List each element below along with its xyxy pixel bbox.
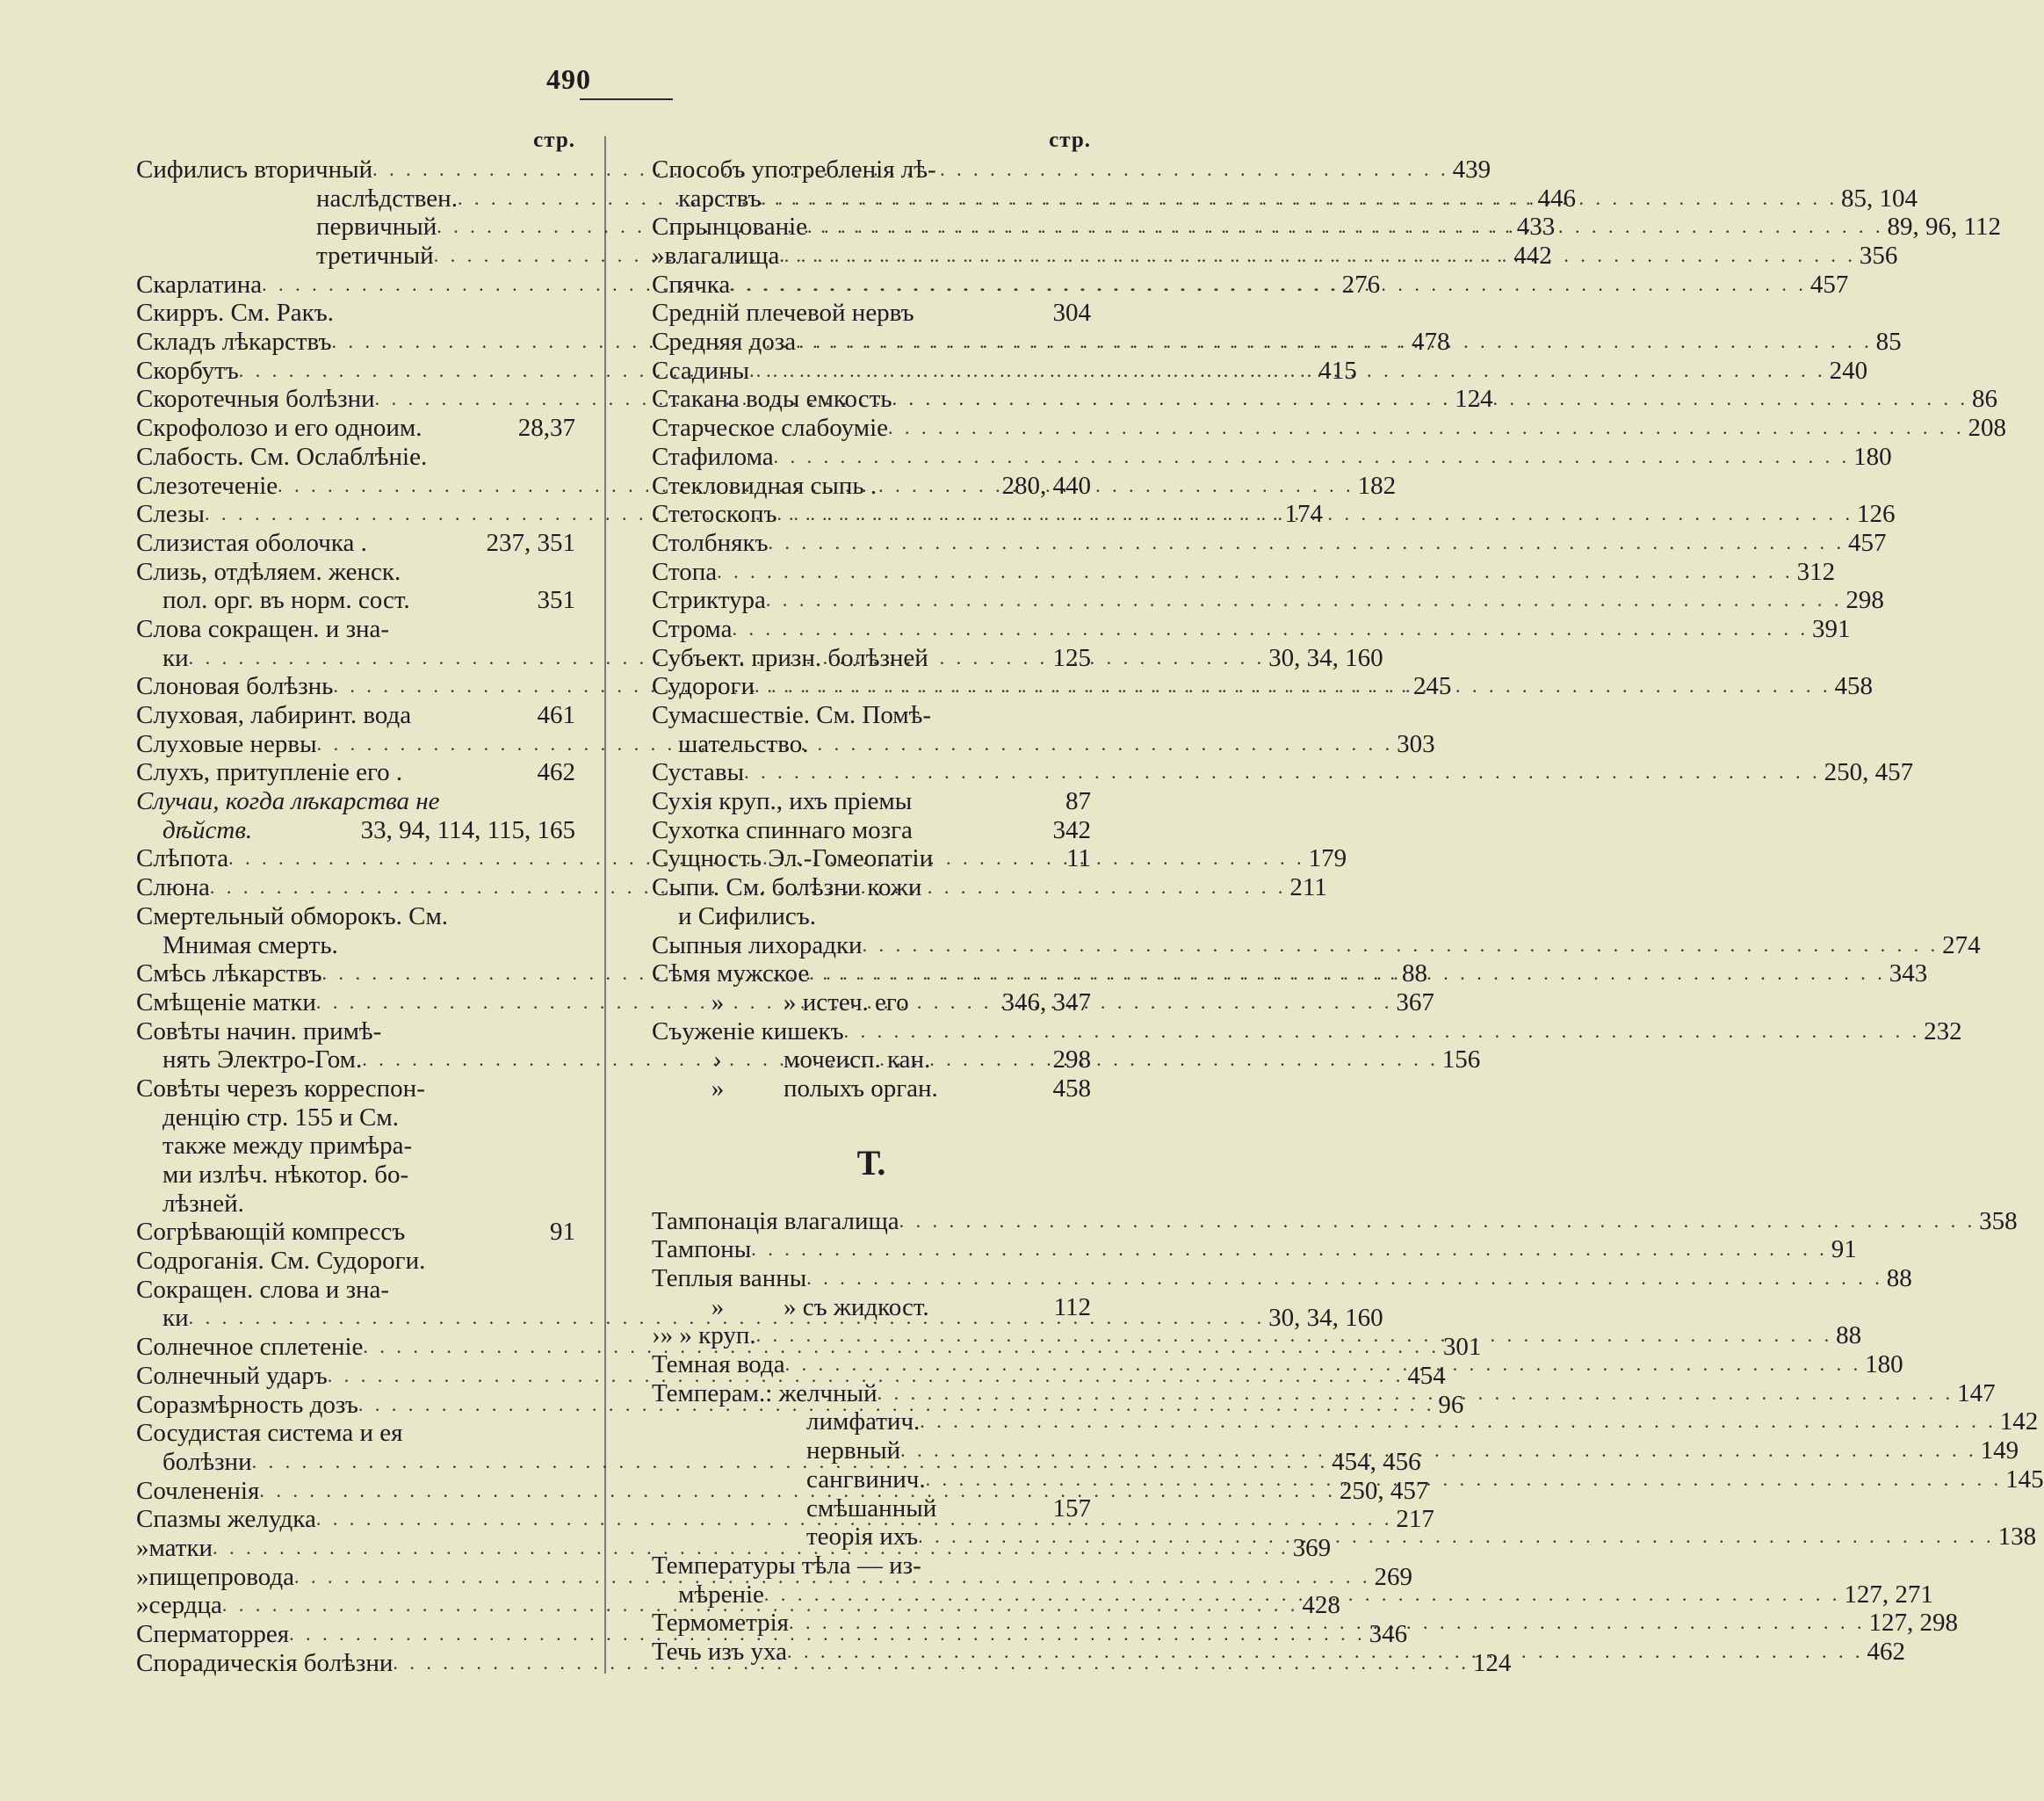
- entry-term: сердца: [148, 1591, 222, 1620]
- entry-page-ref: 461: [537, 701, 575, 730]
- entry-term: также между примѣра-: [163, 1132, 413, 1161]
- entry-page-ref: 358: [1979, 1206, 2018, 1235]
- index-entry: [136, 615, 575, 644]
- entry-term: дѣйств.: [163, 815, 253, 844]
- entry-page-ref: 391: [1811, 614, 1851, 643]
- entry-page-ref: 145: [2005, 1465, 2044, 1494]
- entry-page-ref: 156: [1441, 1045, 1481, 1074]
- entry-term: Сухотка спиннаго мозга: [652, 815, 913, 844]
- entry-page-ref: 250, 457: [1339, 1476, 1429, 1505]
- entry-term: Спорадическія болѣзни: [136, 1648, 394, 1677]
- entry-term: Сухія круп., ихъ пріемы: [652, 787, 913, 816]
- index-entry: [652, 442, 1892, 472]
- index-entry: [652, 644, 1091, 673]
- dot-leader: [717, 558, 1794, 587]
- dot-leader: [751, 1235, 1828, 1264]
- entry-term: Строма: [652, 614, 733, 643]
- dot-leader: [766, 586, 1843, 615]
- index-entry: [652, 730, 1091, 759]
- entry-term: Термометрія: [652, 1609, 789, 1638]
- entry-term: Сыпи. См. болѣзни кожи: [652, 873, 922, 902]
- entry-term: Сифилисъ вторичный: [136, 155, 373, 184]
- entry-page-ref: 240: [1829, 356, 1868, 385]
- index-entry: [652, 758, 1914, 787]
- index-entry: [652, 472, 1091, 501]
- index-entry: [136, 558, 575, 587]
- entry-page-ref: 149: [1980, 1436, 2019, 1465]
- dot-leader: [769, 529, 1845, 558]
- index-entry: [136, 1074, 575, 1103]
- dot-leader: [774, 443, 1851, 472]
- entry-page-ref: 245: [1412, 672, 1452, 701]
- ditto-mark: »: [711, 987, 725, 1016]
- entry-term: смѣшанный: [806, 1494, 937, 1523]
- section-letter: Т.: [856, 1143, 886, 1183]
- entry-term: Совѣты черезъ корреспон-: [136, 1074, 425, 1103]
- entry-page-ref: 182: [1357, 471, 1397, 500]
- entry-page-ref: 211: [1289, 873, 1327, 902]
- entry-term: Судороги: [652, 672, 755, 701]
- dot-leader: [762, 184, 1838, 213]
- entry-term: матки: [148, 1533, 213, 1562]
- entry-page-ref: 458: [1834, 672, 1873, 701]
- entry-page-ref: 304: [1052, 299, 1091, 328]
- entry-term: Старческое слабоуміе: [652, 414, 889, 443]
- dot-leader: [807, 213, 1884, 242]
- entry-page-ref: 346: [1369, 1620, 1408, 1649]
- entry-page-ref: 356: [1859, 242, 1898, 271]
- dot-leader: [918, 1523, 1995, 1551]
- ditto-mark: ›: [713, 1045, 722, 1074]
- entry-page-ref: 280, 440: [1001, 471, 1091, 500]
- entry-page-ref: 96: [1438, 1390, 1464, 1419]
- entry-term: Совѣты начин. примѣ-: [136, 1016, 382, 1045]
- entry-page-ref: 250, 457: [1824, 758, 1914, 787]
- index-entry: [136, 529, 575, 558]
- index-entry: [136, 1103, 575, 1132]
- header-rule: [580, 98, 673, 100]
- dot-leader: [777, 500, 1854, 529]
- entry-page-ref: 369: [1292, 1533, 1332, 1562]
- index-entry: [136, 816, 575, 845]
- entry-term: Съуженіе кишекъ: [652, 1016, 844, 1045]
- entry-page-ref: 342: [1052, 815, 1091, 844]
- dot-leader: [744, 758, 1821, 787]
- entry-page-ref: 274: [1942, 930, 1981, 959]
- index-entry: [652, 1494, 1091, 1523]
- index-entry: [652, 1074, 1091, 1103]
- entry-term: полыхъ орган.: [784, 1074, 938, 1103]
- dot-leader: [899, 1207, 1976, 1236]
- entry-term: мѣреніе: [678, 1580, 764, 1609]
- entry-term: ки: [163, 643, 189, 672]
- entry-page-ref: 30, 34, 160: [1268, 1304, 1383, 1333]
- entry-term: Столбнякъ: [652, 528, 769, 557]
- entry-page-ref: 442: [1513, 242, 1552, 271]
- index-entry: [136, 586, 575, 615]
- dot-leader: [764, 1580, 1841, 1609]
- entry-page-ref: 124: [1472, 1648, 1512, 1677]
- entry-term: Слова сокращен. и зна-: [136, 614, 390, 643]
- entry-page-ref: 89, 96, 112: [1887, 213, 2001, 242]
- ditto-mark: »: [652, 242, 665, 271]
- dot-leader: [732, 615, 1809, 644]
- index-entry: [136, 443, 575, 472]
- dot-leader: [789, 1609, 1866, 1638]
- entry-page-ref: 232: [1924, 1016, 1962, 1045]
- entry-page-ref: 217: [1396, 1505, 1434, 1534]
- entry-page-ref: 127, 271: [1844, 1580, 1933, 1609]
- dot-leader: [749, 357, 1826, 386]
- entry-term: » » круп.: [660, 1321, 756, 1350]
- entry-term: Слуховая, лабиринт. вода: [136, 701, 412, 730]
- entry-page-ref: 298: [1845, 586, 1884, 615]
- entry-term: Тампонація влагалища: [652, 1206, 899, 1235]
- entry-term: Случаи, когда лѣкарства не: [136, 787, 440, 816]
- entry-term: Слуховые нервы: [136, 729, 317, 758]
- ditto-mark: ›: [652, 1321, 661, 1350]
- entry-page-ref: 88: [1886, 1264, 1912, 1293]
- dot-leader: [863, 931, 1939, 960]
- entry-term: Скарлатина: [136, 270, 263, 299]
- entry-page-ref: 303: [1397, 729, 1435, 758]
- entry-term: Скрофолозо и его одноим.: [136, 414, 423, 443]
- index-entry: [652, 988, 1091, 1017]
- entry-term: Мнимая смерть.: [163, 930, 338, 959]
- index-entry: [136, 787, 575, 816]
- entry-term: Стетоскопъ: [652, 500, 777, 529]
- entry-term: Согрѣвающій компрессъ: [136, 1218, 406, 1247]
- entry-term: Содроганія. См. Судороги.: [136, 1247, 426, 1276]
- entry-page-ref: 462: [1867, 1637, 1906, 1666]
- entry-page-ref: 85, 104: [1841, 184, 1918, 213]
- entry-term: третичный: [316, 242, 434, 271]
- entry-term: Слизь, отдѣляем. женск.: [136, 557, 401, 586]
- entry-page-ref: 346, 347: [1001, 987, 1091, 1016]
- index-entry: [652, 614, 1851, 644]
- entry-page-ref: 478: [1412, 328, 1450, 357]
- entry-page-ref: 124: [1455, 385, 1493, 414]
- entry-term: Течь изъ уха: [652, 1637, 788, 1666]
- entry-page-ref: 88: [1402, 959, 1428, 988]
- page-number: 490: [546, 63, 591, 95]
- entry-term: пищепровода: [148, 1562, 295, 1591]
- entry-page-ref: 86: [1972, 385, 1998, 414]
- entry-term: Спазмы желудка: [136, 1505, 316, 1534]
- entry-page-ref: 343: [1889, 959, 1928, 988]
- entry-term: Слизистая оболочка .: [136, 528, 367, 557]
- entry-term: мочеисп. кан.: [784, 1045, 931, 1074]
- index-entry: [652, 873, 1091, 902]
- entry-page-ref: 433: [1516, 213, 1556, 242]
- entry-page-ref: 301: [1442, 1333, 1482, 1362]
- index-entry: [136, 701, 575, 730]
- entry-term: Температуры тѣла — из-: [652, 1551, 921, 1580]
- entry-term: Стопа: [652, 557, 718, 586]
- entry-page-ref: 112: [1053, 1292, 1091, 1321]
- entry-term: Скорбутъ: [136, 356, 239, 385]
- entry-term: Ссадины: [652, 356, 750, 385]
- index-entry: [652, 414, 2007, 443]
- entry-term: Складъ лѣкарствъ: [136, 328, 332, 357]
- index-entry: [136, 1218, 575, 1247]
- entry-page-ref: 174: [1284, 500, 1323, 529]
- entry-term: болѣзни: [163, 1447, 252, 1476]
- dot-leader: [755, 672, 1831, 701]
- index-entry: [136, 1419, 575, 1448]
- entry-page-ref: 446: [1537, 184, 1576, 213]
- index-entry: [652, 528, 1887, 558]
- entry-page-ref: 142: [1999, 1407, 2039, 1436]
- index-entry: [136, 1132, 575, 1161]
- index-entry: [652, 1293, 1091, 1322]
- index-entry: [136, 1017, 575, 1046]
- entry-term: Стекловидная сыпь .: [652, 471, 878, 500]
- index-entry: [136, 1276, 575, 1305]
- index-entry: [136, 1247, 575, 1276]
- entry-term: Спячка: [652, 270, 731, 299]
- page-header-row: [136, 129, 575, 156]
- index-entry: [652, 1045, 1091, 1074]
- entry-page-ref: 208: [1968, 414, 2007, 443]
- index-entry: [652, 816, 1091, 845]
- entry-term: Сокращен. слова и зна-: [136, 1275, 390, 1304]
- entry-page-ref: 351: [537, 586, 575, 615]
- entry-term: Слюна: [136, 873, 210, 902]
- dot-leader: [900, 1436, 1977, 1465]
- ditto-mark: »: [136, 1562, 149, 1591]
- entry-term: Слезотеченіе: [136, 471, 278, 500]
- entry-page-ref: 127, 298: [1868, 1609, 1958, 1638]
- entry-term: и Сифилисъ.: [678, 901, 817, 930]
- entry-term: Смѣсь лѣкарствъ: [136, 959, 322, 988]
- index-entry: [136, 299, 575, 328]
- entry-page-ref: 33, 94, 114, 115, 165: [360, 815, 575, 844]
- entry-page-ref: 138: [1997, 1523, 2037, 1551]
- entry-term: Стафилома: [652, 442, 774, 471]
- entry-term: » истеч. его: [784, 987, 909, 1016]
- entry-page-ref: 11: [1066, 844, 1091, 873]
- entry-term: Темная вода: [652, 1350, 785, 1379]
- entry-page-ref: 415: [1318, 356, 1357, 385]
- index-entry: [652, 902, 1091, 931]
- entry-page-ref: 179: [1308, 844, 1347, 873]
- entry-page-ref: 428: [1302, 1591, 1340, 1620]
- entry-term: Слоновая болѣзнь: [136, 672, 334, 701]
- entry-term: нервный: [806, 1436, 901, 1465]
- dot-leader: [809, 959, 1886, 988]
- index-entry: [652, 1407, 2039, 1437]
- entry-page-ref: 85: [1875, 328, 1902, 357]
- ditto-mark: »: [711, 1292, 725, 1321]
- ditto-mark: »: [711, 1074, 725, 1103]
- index-entry: [652, 1551, 1091, 1580]
- entry-page-ref: 439: [1452, 155, 1491, 184]
- index-entry: [652, 557, 1836, 587]
- index-entry: [652, 1016, 1962, 1046]
- entry-term: Смѣщеніе матки: [136, 987, 316, 1016]
- entry-term: лимфатич.: [806, 1407, 921, 1436]
- dot-leader: [779, 242, 1856, 271]
- entry-term: теорія ихъ: [806, 1523, 919, 1551]
- index-entry: [136, 1161, 575, 1190]
- index-entry: [652, 787, 1091, 816]
- entry-page-ref: 367: [1396, 987, 1434, 1016]
- entry-term: Субъект. призн. болѣзней: [652, 643, 928, 672]
- dot-leader: [844, 1017, 1921, 1046]
- entry-page-ref: 312: [1796, 557, 1836, 586]
- entry-term: Сѣмя мужское: [652, 959, 810, 988]
- entry-page-ref: 298: [1052, 1045, 1091, 1074]
- dot-leader: [796, 328, 1873, 357]
- entry-term: Суставы: [652, 758, 745, 787]
- entry-term: нять Электро-Гом.: [163, 1045, 363, 1074]
- entry-page-ref: 91: [1831, 1235, 1857, 1264]
- entry-term: Сочлененія: [136, 1476, 260, 1505]
- entry-term: лѣзней.: [163, 1189, 244, 1218]
- entry-page-ref: 457: [1809, 270, 1849, 299]
- entry-term: Сперматоррея: [136, 1620, 290, 1649]
- entry-term: первичный: [316, 213, 437, 242]
- entry-term: пол. орг. въ норм. сост.: [163, 586, 410, 615]
- dot-leader: [878, 1379, 1954, 1408]
- entry-page-ref: 88: [1836, 1321, 1862, 1350]
- entry-term: Соразмѣрность дозъ: [136, 1390, 358, 1419]
- entry-term: » съ жидкост.: [784, 1292, 929, 1321]
- dot-leader: [787, 1638, 1864, 1667]
- dot-leader: [785, 1350, 1862, 1379]
- index-entry: [136, 414, 575, 443]
- entry-page-ref: 269: [1374, 1562, 1413, 1591]
- entry-term: Слезы: [136, 500, 205, 529]
- entry-term: денцію стр. 155 и См.: [163, 1103, 400, 1132]
- entry-term: Способъ употребленія лѣ-: [652, 155, 936, 184]
- dot-leader: [888, 414, 1965, 443]
- entry-term: Смертельный обморокъ. См.: [136, 901, 449, 930]
- entry-term: ми излѣч. нѣкотор. бо-: [163, 1161, 409, 1190]
- entry-page-ref: 126: [1857, 500, 1896, 529]
- entry-term: Сумасшествіе. См. Помѣ-: [652, 701, 932, 730]
- index-entry: [136, 902, 575, 931]
- entry-term: карствъ: [678, 184, 762, 213]
- entry-term: Слабость. См. Ослаблѣніе.: [136, 442, 428, 471]
- ditto-mark: »: [136, 1591, 149, 1620]
- index-entry: [652, 845, 1091, 874]
- dot-leader: [892, 385, 1969, 414]
- entry-page-ref: 180: [1853, 442, 1892, 471]
- entry-term: Слѣпота: [136, 844, 229, 873]
- index-entry: [652, 701, 1091, 730]
- ditto-mark: »: [136, 1533, 149, 1562]
- dot-leader: [806, 1264, 1883, 1293]
- entry-page-ref: 457: [1848, 528, 1887, 557]
- entry-term: сангвинич.: [806, 1465, 926, 1494]
- index-entry: [652, 1264, 1912, 1293]
- entry-term: Стакана воды емкость: [652, 385, 892, 414]
- entry-page-ref: 237, 351: [486, 528, 575, 557]
- entry-page-ref: 147: [1957, 1378, 1996, 1407]
- entry-term: Солнечное сплетеніе: [136, 1333, 364, 1362]
- entry-term: Сосудистая система и ея: [136, 1419, 403, 1448]
- entry-page-ref: 180: [1865, 1350, 1903, 1379]
- entry-page-ref: 157: [1052, 1494, 1091, 1523]
- index-entry: [652, 930, 1981, 960]
- dot-leader: [920, 1407, 1997, 1436]
- index-entry: [136, 758, 575, 787]
- entry-page-ref: 91: [550, 1218, 575, 1247]
- entry-page-ref: 458: [1052, 1074, 1091, 1103]
- index-entry: [652, 299, 1091, 328]
- entry-term: Скоротечныя болѣзни: [136, 385, 375, 414]
- entry-term: влагалища: [664, 242, 780, 271]
- index-entry: [652, 586, 1884, 615]
- dot-leader: [730, 271, 1807, 300]
- entry-term: Стриктура: [652, 586, 766, 615]
- index-entry: [136, 1190, 575, 1219]
- page-column-header: стр.: [533, 128, 575, 153]
- entry-page-ref: 454, 456: [1332, 1447, 1421, 1476]
- entry-term: шательство.: [678, 729, 809, 758]
- entry-term: Скирръ. См. Ракъ.: [136, 299, 334, 328]
- index-entry: [652, 1206, 2018, 1236]
- entry-page-ref: 87: [1065, 787, 1091, 816]
- entry-term: Слухъ, притупленіе его .: [136, 758, 403, 787]
- entry-page-ref: 276: [1341, 270, 1381, 299]
- entry-page-ref: 125: [1052, 643, 1091, 672]
- entry-page-ref: 28,37: [517, 414, 575, 443]
- dot-leader: [756, 1321, 1833, 1350]
- entry-term: Спрынцованіе: [652, 213, 808, 242]
- entry-page-ref: 462: [537, 758, 575, 787]
- entry-term: Сыпныя лихорадки: [652, 930, 863, 959]
- page-header-row: [652, 129, 1091, 156]
- entry-page-ref: 30, 34, 160: [1268, 643, 1383, 672]
- entry-term: Средняя доза: [652, 328, 797, 357]
- entry-term: Солнечный ударъ: [136, 1361, 328, 1390]
- index-entry: [136, 931, 575, 960]
- entry-term: Теплыя ванны: [652, 1264, 807, 1293]
- entry-term: Темперам.: желчный: [652, 1378, 878, 1407]
- entry-page-ref: 454: [1407, 1361, 1446, 1390]
- page-column-header: стр.: [1049, 128, 1091, 153]
- entry-term: Средній плечевой нервъ: [652, 299, 914, 328]
- index-entry: [652, 156, 1091, 184]
- entry-term: наслѣдствен.: [316, 184, 458, 213]
- entry-term: Сущность Эл.-Гомеопатіи: [652, 844, 934, 873]
- index-entry: [652, 1235, 1857, 1264]
- dot-leader: [926, 1465, 2003, 1494]
- entry-term: Тампоны: [652, 1235, 752, 1264]
- entry-term: ки: [163, 1304, 189, 1333]
